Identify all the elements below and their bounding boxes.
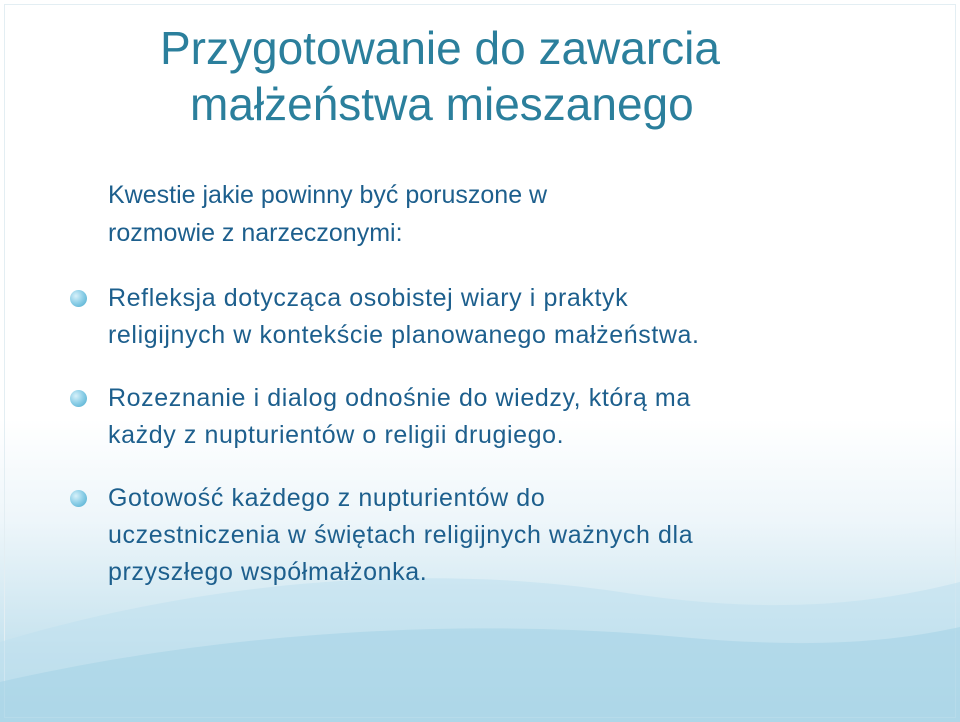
bullet-line: Rozeznanie i dialog odnośnie do wiedzy, którą ma [108,384,691,412]
bullet-item [68,380,928,454]
bullet-dot-icon [70,490,87,507]
intro-line-2: rozmowie z narzeczonymi: [108,219,403,247]
bullet-item [68,480,928,591]
bullet-line: Refleksja dotycząca osobistej wiary i praktyk [108,284,629,312]
bullet-line: przyszłego współmałżonka. [108,558,428,586]
bullet-list [68,280,928,617]
bullet-dot-icon [70,290,87,307]
intro-text [108,176,808,252]
title-line-1: Przygotowanie do zawarcia [160,22,720,74]
title-line-2: małżeństwa mieszanego [190,78,694,130]
bullet-line: religijnych w kontekście planowanego małżeństwa. [108,321,700,349]
bullet-item [68,280,928,354]
bullet-line: Gotowość każdego z nupturientów do [108,484,546,512]
bullet-dot-icon [70,390,87,407]
intro-line-1: Kwestie jakie powinny być poruszone w [108,181,548,209]
bullet-line: uczestniczenia w świętach religijnych ważnych dla [108,521,694,549]
bullet-line: każdy z nupturientów o religii drugiego. [108,421,565,449]
slide-title [160,20,880,132]
